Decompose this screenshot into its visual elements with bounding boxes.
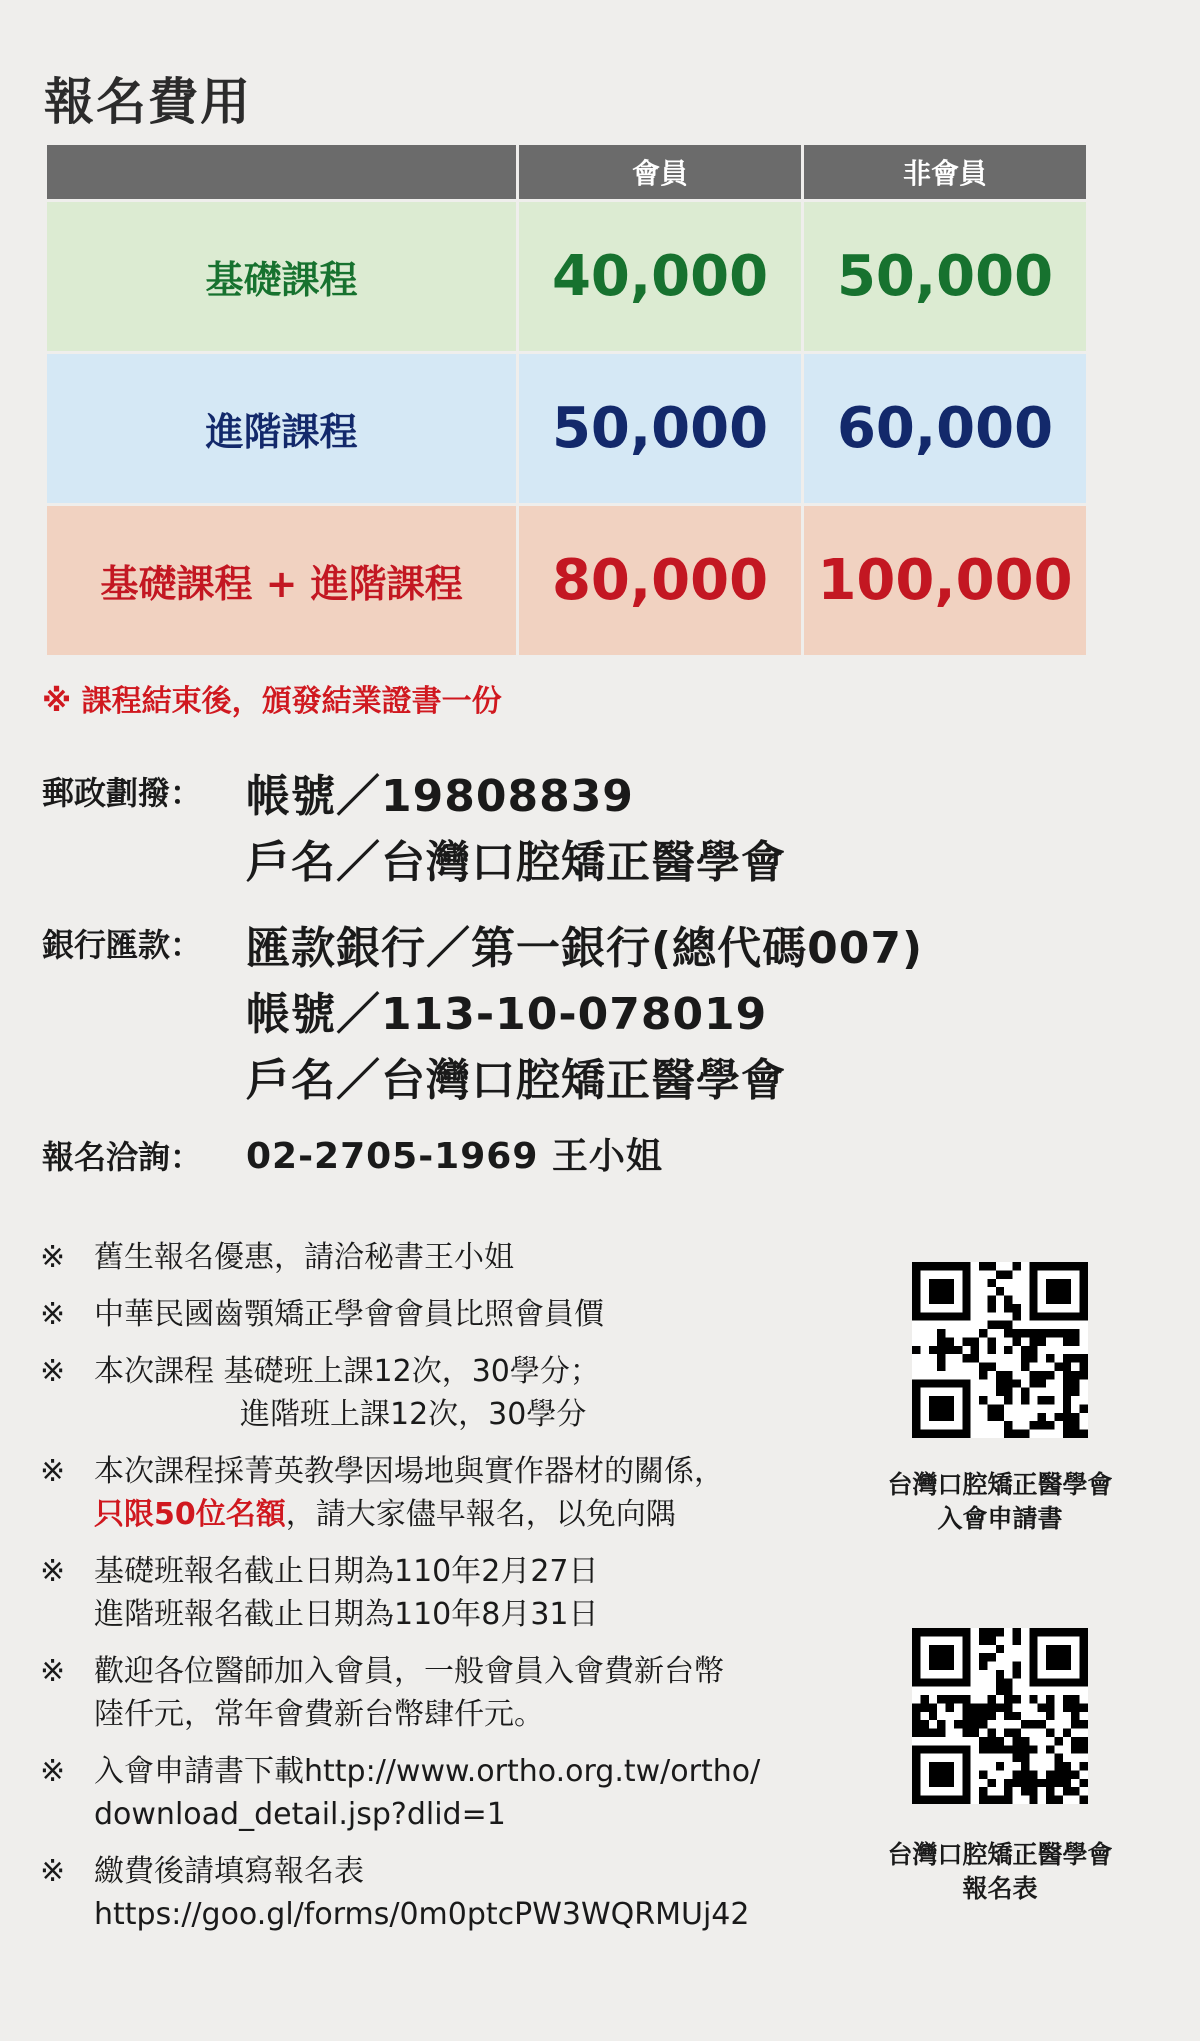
page-title: 報名費用 <box>44 72 252 131</box>
membership-download-link[interactable]: 入會申請書下載http://www.ortho.org.tw/ortho/ <box>94 1754 761 1789</box>
contact-value: 02-2705-1969 王小姐 <box>246 1136 663 1177</box>
qr-caption-registration <box>860 1838 1140 1906</box>
note-mark: ※ <box>40 1354 66 1389</box>
note-text: 繳費後請填寫報名表 <box>94 1854 364 1889</box>
list-item <box>40 1750 820 1836</box>
quota-highlight: 只限50位名額 <box>94 1497 286 1532</box>
list-item <box>40 1650 820 1736</box>
bank-account: 帳號／113-10-078019 <box>246 989 768 1040</box>
qr-caption-line: 入會申請書 <box>937 1504 1063 1533</box>
fee-table <box>44 142 1089 658</box>
bank-account-name: 戶名／台灣口腔矯正醫學會 <box>246 1055 786 1106</box>
note-mark: ※ <box>40 1554 66 1589</box>
nonmember-price: 100,000 <box>803 505 1088 657</box>
bank-label: 銀行匯款： <box>42 926 203 964</box>
member-price: 80,000 <box>518 505 803 657</box>
nonmember-price: 50,000 <box>803 201 1088 353</box>
note-mark: ※ <box>40 1854 66 1889</box>
course-label: 進階課程 <box>46 353 518 505</box>
note-text: 歡迎各位醫師加入會員，一般會員入會費新台幣 <box>94 1654 724 1689</box>
member-price: 50,000 <box>518 353 803 505</box>
list-item <box>40 1236 820 1279</box>
note-mark: ※ <box>40 1454 66 1489</box>
note-mark: ※ <box>40 1240 66 1275</box>
list-item <box>40 1850 820 1936</box>
note-mark: ※ <box>40 1654 66 1689</box>
qr-caption-membership <box>860 1468 1140 1536</box>
table-row <box>46 353 1088 505</box>
note-mark: ※ <box>40 1754 66 1789</box>
note-text: 進階班上課12次，30學分 <box>240 1397 587 1432</box>
qr-caption-line: 報名表 <box>962 1874 1038 1903</box>
table-row <box>46 505 1088 657</box>
note-text: 基礎班報名截止日期為110年2月27日 <box>94 1554 599 1589</box>
qr-code-icon[interactable] <box>912 1262 1088 1438</box>
notes-list <box>40 1236 820 1950</box>
table-row <box>46 201 1088 353</box>
note-text: 本次課程採菁英教學因場地與實作器材的關係， <box>94 1454 724 1489</box>
list-item <box>40 1293 820 1336</box>
postal-label: 郵政劃撥： <box>42 774 203 812</box>
qr-code-icon[interactable] <box>912 1628 1088 1804</box>
list-item <box>40 1550 820 1636</box>
fee-table-header <box>46 144 1088 201</box>
certificate-note: ※ 課程結束後，頒發結業證書一份 <box>42 684 502 719</box>
note-text: 舊生報名優惠，請洽秘書王小姐 <box>94 1240 514 1275</box>
note-mark: ※ <box>40 1297 66 1332</box>
member-price: 40,000 <box>518 201 803 353</box>
note-text: 中華民國齒顎矯正學會會員比照會員價 <box>94 1297 604 1332</box>
list-item <box>40 1450 820 1536</box>
postal-name: 戶名／台灣口腔矯正醫學會 <box>246 837 786 888</box>
postal-account: 帳號／19808839 <box>246 771 634 822</box>
header-member: 會員 <box>518 144 803 201</box>
header-nonmember: 非會員 <box>803 144 1088 201</box>
registration-form-link[interactable]: https://goo.gl/forms/0m0ptcPW3WQRMUj42 <box>94 1897 750 1932</box>
course-label: 基礎課程 + 進階課程 <box>46 505 518 657</box>
membership-download-link[interactable]: download_detail.jsp?dlid=1 <box>94 1797 506 1832</box>
note-text: 本次課程 基礎班上課12次，30學分； <box>94 1354 600 1389</box>
note-text: 陸仟元，常年會費新台幣肆仟元。 <box>94 1697 544 1732</box>
list-item <box>40 1350 820 1436</box>
note-text: ，請大家儘早報名，以免向隅 <box>285 1497 676 1532</box>
contact-label: 報名洽詢： <box>42 1138 203 1176</box>
nonmember-price: 60,000 <box>803 353 1088 505</box>
note-text: 進階班報名截止日期為110年8月31日 <box>94 1597 599 1632</box>
qr-caption-line: 台灣口腔矯正醫學會 <box>887 1470 1113 1499</box>
qr-caption-line: 台灣口腔矯正醫學會 <box>887 1840 1113 1869</box>
course-label: 基礎課程 <box>46 201 518 353</box>
bank-name: 匯款銀行／第一銀行(總代碼007) <box>246 923 924 974</box>
header-blank <box>46 144 518 201</box>
